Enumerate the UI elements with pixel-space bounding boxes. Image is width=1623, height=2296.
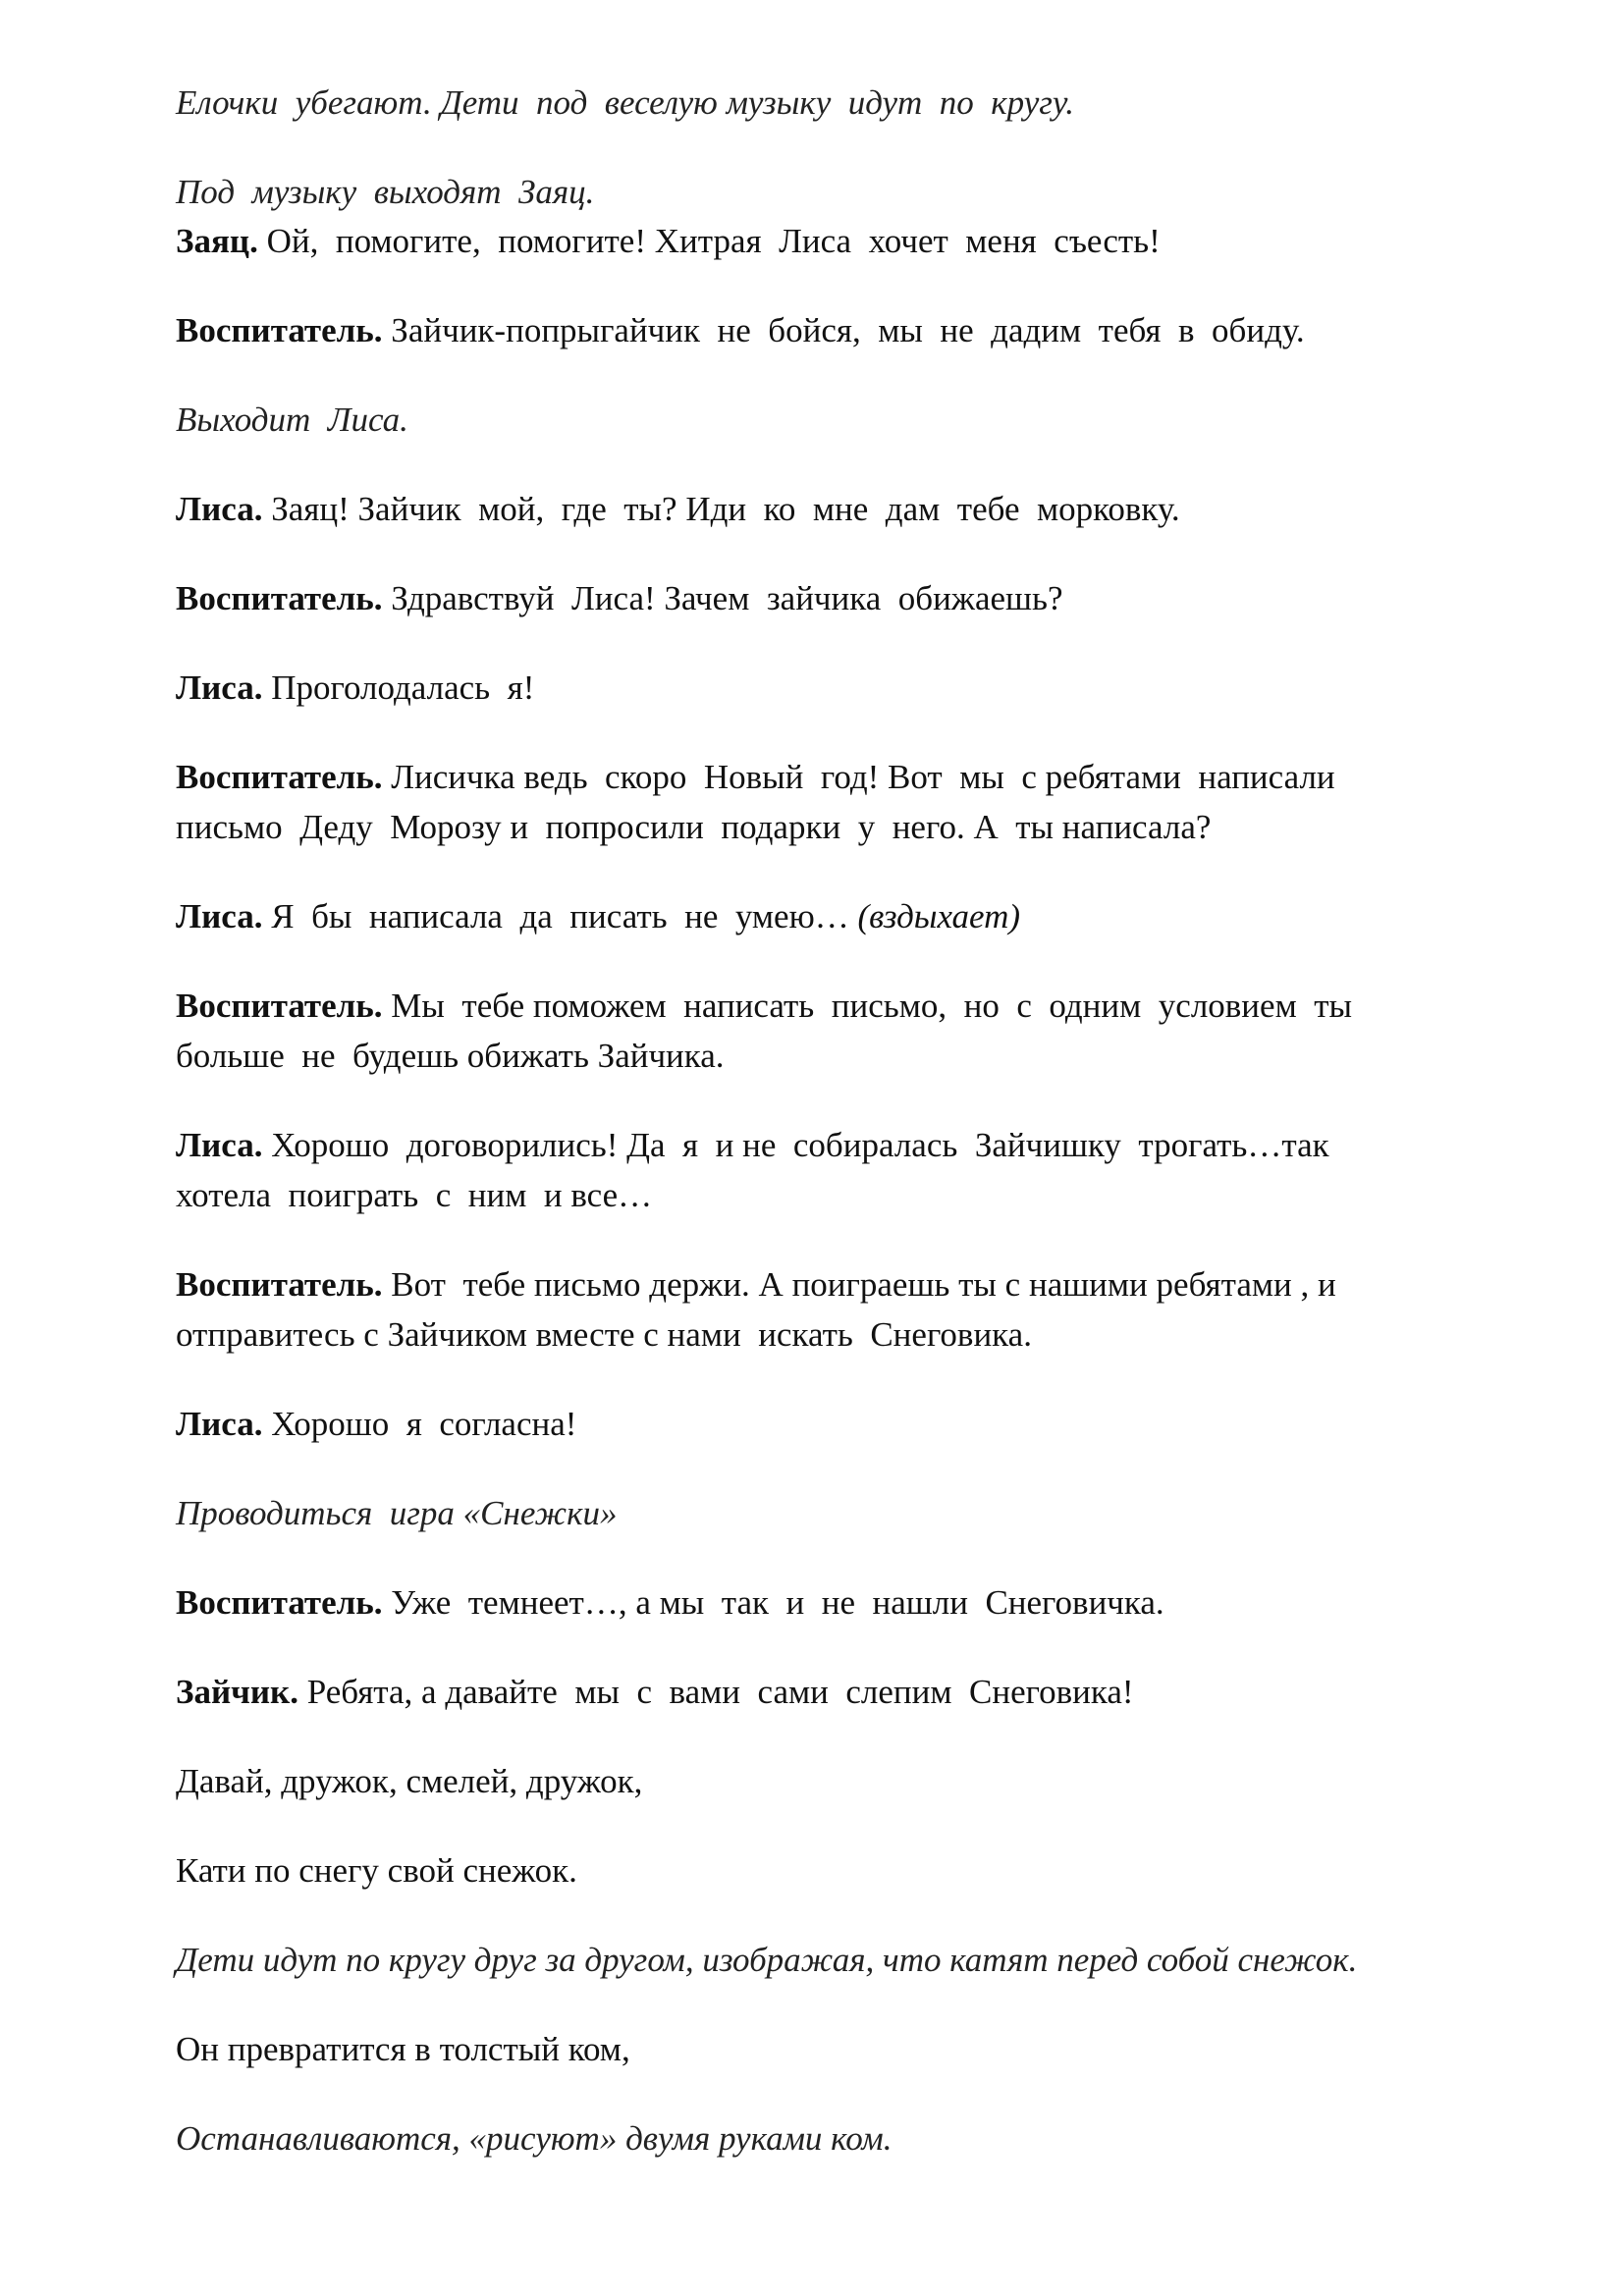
speaker-name: Воспитатель. xyxy=(176,1265,383,1304)
stage-direction: Дети идут по кругу друг за другом, изображая, что катят перед собой снежок. xyxy=(176,1941,1358,1979)
speech-text: Заяц! Зайчик мой, где ты? Иди ко мне дам тебе морковку. xyxy=(262,490,1180,528)
speaker-name: Заяц. xyxy=(176,222,258,260)
dialogue-line xyxy=(176,485,1491,534)
speech-text: Хорошо договорились! Да я и не собиралась Зайчишку трогать…так xyxy=(262,1126,1329,1164)
speaker-name: Воспитатель. xyxy=(176,987,383,1025)
dialogue-continuation: письмо Деду Морозу и попросили подарки у него. А ты написала? xyxy=(176,808,1212,846)
speaker-name: Воспитатель. xyxy=(176,1583,383,1622)
speech-text: Я бы написала да писать не умею… xyxy=(262,897,858,935)
verse-line: Давай, дружок, смелей, дружок, xyxy=(176,1762,643,1800)
speech-text: Вот тебе письмо держи. А поиграешь ты с нашими ребятами , и xyxy=(382,1265,1336,1304)
dialogue-line xyxy=(176,664,1491,713)
dialogue-line xyxy=(176,1578,1491,1628)
stage-direction: Елочки убегают. Дети под веселую музыку идут по кругу. xyxy=(176,83,1074,122)
dialogue-line xyxy=(176,1400,1491,1449)
dialogue-line xyxy=(176,1121,1491,1170)
speech-text: Проголодалась я! xyxy=(262,668,535,707)
dialogue-continuation: больше не будешь обижать Зайчика. xyxy=(176,1037,725,1075)
speaker-name: Воспитатель. xyxy=(176,311,383,349)
stage-direction: Выходит Лиса. xyxy=(176,400,408,439)
dialogue-continuation: хотела поиграть с ним и все… xyxy=(176,1176,653,1214)
speaker-name: Зайчик. xyxy=(176,1673,298,1711)
dialogue-line xyxy=(176,1260,1491,1309)
speech-text: Мы тебе поможем написать письмо, но с одним условием ты xyxy=(382,987,1353,1025)
speech-text: Лисичка ведь скоро Новый год! Вот мы с ребятами написали xyxy=(382,758,1335,796)
dialogue-line xyxy=(176,753,1491,802)
speech-text: Уже темнеет…, а мы так и не нашли Снеговичка. xyxy=(382,1583,1164,1622)
stage-aside: (вздыхает) xyxy=(857,897,1021,935)
speaker-name: Лиса. xyxy=(176,1405,263,1443)
speech-text: Хорошо я согласна! xyxy=(262,1405,577,1443)
speaker-name: Воспитатель. xyxy=(176,758,383,796)
speech-text: Ребята, а давайте мы с вами сами слепим Снеговика! xyxy=(298,1673,1134,1711)
dialogue-continuation: отправитесь с Зайчиком вместе с нами искать Снеговика. xyxy=(176,1315,1032,1354)
dialogue-line xyxy=(176,574,1491,623)
stage-direction: Проводиться игра «Снежки» xyxy=(176,1494,618,1532)
dialogue-line xyxy=(176,982,1491,1031)
verse-line: Кати по снегу свой снежок. xyxy=(176,1851,577,1890)
dialogue-line xyxy=(176,1668,1491,1717)
stage-direction: Под музыку выходят Заяц. xyxy=(176,173,595,211)
speaker-name: Лиса. xyxy=(176,668,263,707)
dialogue-line xyxy=(176,306,1491,355)
dialogue-line xyxy=(176,892,1491,941)
speaker-name: Лиса. xyxy=(176,897,263,935)
speaker-name: Воспитатель. xyxy=(176,579,383,617)
stage-direction: Останавливаются, «рисуют» двумя руками ком. xyxy=(176,2119,893,2158)
speaker-name: Лиса. xyxy=(176,490,263,528)
speech-text: Ой, помогите, помогите! Хитрая Лиса хочет меня съесть! xyxy=(257,222,1161,260)
speech-text: Зайчик-попрыгайчик не бойся, мы не дадим тебя в обиду. xyxy=(382,311,1305,349)
speech-text: Здравствуй Лиса! Зачем зайчика обижаешь? xyxy=(382,579,1063,617)
dialogue-line xyxy=(176,217,1491,266)
verse-line: Он превратится в толстый ком, xyxy=(176,2030,630,2068)
speaker-name: Лиса. xyxy=(176,1126,263,1164)
